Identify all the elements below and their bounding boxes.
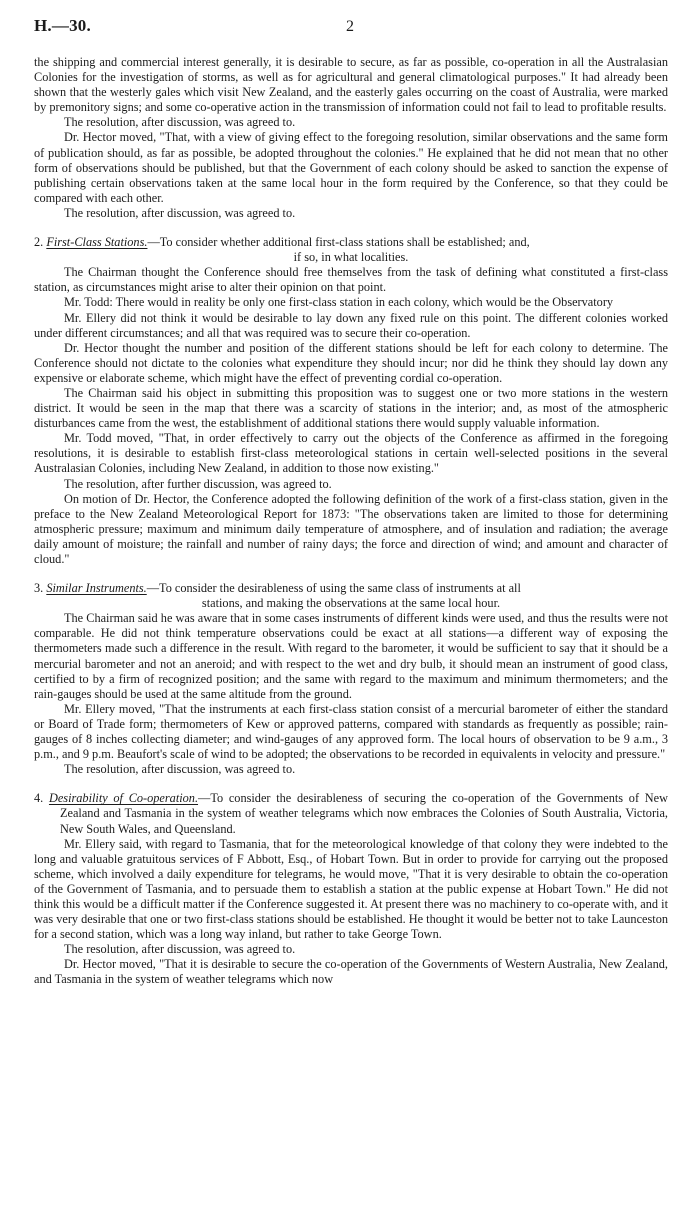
paragraph: The resolution, after discussion, was agreed to. <box>64 205 296 220</box>
paragraph: On motion of Dr. Hector, the Conference adopted the following definition of the work of a first-class station, given in the preface to the New Zealand Meteorological Report for 1873: "The observations taken are limited to those for determining atmospheric pressure; maximum and minimum daily temperature of atmosphere, and of insulation and radiation; the average daily amount of moisture; the rainfall and number of rainy days; the force and direction of wind; and amount and character of cloud." <box>34 491 668 566</box>
paragraph: The Chairman said his object in submitting this proposition was to suggest one or two more stations in the western district. It would be seen in the map that there was a scarcity of stations in the interior; and, as most of the atmospheric disturbances came from the west, the establishment of additional stations there would supply valuable information. <box>34 385 668 431</box>
section-subject: First-Class Stations. <box>46 235 148 250</box>
section-heading-4 <box>34 791 668 836</box>
section-heading-continuation: stations, and making the observations at the same local hour. <box>201 596 501 611</box>
section-heading-text: —To consider the desirableness of securing the co-operation of the Governments of New Zealand and Tasmania in the system of weather telegrams which now embraces the Colonies of South Australia, Victoria, New South Wales, and Queensland. <box>60 791 668 836</box>
paragraph: Mr. Todd moved, "That, in order effectively to carry out the objects of the Conference as affirmed in the foregoing resolutions, it is desirable to establish first-class meteorological stations in certain well-selected positions in the several Australasian Colonies, including New Zealand, in addition to those now existing." <box>34 431 668 476</box>
paragraph: The resolution, after discussion, was agreed to. <box>64 762 296 777</box>
paragraph: Dr. Hector moved, "That, with a view of giving effect to the foregoing resolution, similar observations and the same form of publication should, as far as possible, be adopted throughout the colonies." He explained that he did not mean that no other form of observations should be published, but that the Government of each colony should be asked to sanction the expense of publishing certain observations taken at the same local hour in the form required by the Conference, so that they could be compared with each other. <box>34 130 668 205</box>
paragraph: The Chairman thought the Conference should free themselves from the task of defining what constituted a first-class station, as circumstances might arise to alter their opinion on that point. <box>34 265 668 295</box>
paragraph: Dr. Hector thought the number and position of the different stations should be left for each colony to determine. The Conference should not dictate to the colonies what expenditure they should incur; nor did he think they should lay down any expensive or elaborate scheme, which might have the effect of preventing cordial co-operation. <box>34 340 668 385</box>
paragraph: The resolution, after discussion, was agreed to. <box>64 942 296 957</box>
section-number: 4. <box>34 791 44 806</box>
paragraph: The resolution, after further discussion, was agreed to. <box>64 476 332 491</box>
document-body <box>34 55 668 988</box>
paragraph: Dr. Hector moved, "That it is desirable to secure the co-operation of the Governments of Western Australia, New Zealand, and Tasmania in the system of weather telegrams which now <box>34 957 668 987</box>
paragraph: The resolution, after discussion, was agreed to. <box>64 115 296 130</box>
section-heading-continuation: if so, in what localities. <box>293 250 409 265</box>
paragraph: Mr. Ellery moved, "That the instruments at each first-class station consist of a mercurial barometer of either the standard or Board of Trade form; thermometers of Kew or approved patterns, compared with standards as frequently as possible; rain-gauges of 8 inches collecting diameter; and wind-gauges of any approved form. The local hours of observation to be 9 a.m., 3 p.m., and 9 p.m. Beaufort's scale of wind to be adopted; the observations to be recorded in equivalents in velocity and pressure." <box>34 701 668 762</box>
page-number: 2 <box>346 18 354 35</box>
section-number: 3. <box>34 581 44 596</box>
section-heading-text: —To consider the desirableness of using the same class of instruments at all <box>146 581 521 596</box>
section-heading-2 <box>34 235 668 265</box>
paragraph: the shipping and commercial interest generally, it is desirable to secure, as far as possible, co-operation in all the Australasian Colonies for the investigation of storms, as well as for agricultural and general climatological purposes." It had already been shown that the westerly gales which visit New Zealand, and the easterly gales occurring on the coast of Australia, were marked by premonitory signs; and some co-operative action in the transmission of information could not fail to lead to profitable results. <box>34 55 668 115</box>
paragraph: Mr. Ellery did not think it would be desirable to lay down any fixed rule on this point. The different colonies worked under different circumstances; and all that was required was to secure their co-operation. <box>34 310 668 340</box>
paragraph: Mr. Ellery said, with regard to Tasmania, that for the meteorological knowledge of that colony they were indebted to the long and valuable gratuitous services of F Abbott, Esq., of Hobart Town. But in order to provide for carrying out the proposed scheme, which involved a daily expenditure for telegrams, he would move, "That it is very desirable to obtain the co-operation of the Government of Tasmania, and to persuade them to establish a station at the public expense at Hobart Town." He did not think this would be a difficult matter if the Conference suggested it. At present there was no machinery to co-operate with, and it was very desirable that one or two first-class stations should be established. He thought it would be better not to take Launceston for a second station, which was a long way inland, but rather to take George Town. <box>34 836 668 942</box>
section-number: 2. <box>34 235 44 250</box>
page-header <box>0 0 700 46</box>
section-heading-text: —To consider whether additional first-class stations shall be established; and, <box>147 235 530 250</box>
section-subject: Similar Instruments. <box>46 581 147 596</box>
document-reference: H.—30. <box>34 16 91 35</box>
paragraph: Mr. Todd: There would in reality be only one first-class station in each colony, which would be the Observatory <box>64 295 614 310</box>
paragraph: The Chairman said he was aware that in some cases instruments of different kinds were used, and thus the results were not comparable. He did not think temperature observations could be exact at all stations—a different way of exposing the thermometers made such a difference in the result. With regard to the barometer, it would be sufficient to say that it should be a mercurial barometer and not an aneroid; and with respect to the wet and dry bulb, it should mean an instrument of good class, certified to by a firm of recognized position; and the same with regard to the maximum and minimum thermometers; and the rain-gauges should be used at the same altitude from the ground. <box>34 611 668 701</box>
section-heading-3 <box>34 581 668 611</box>
section-subject: Desirability of Co-operation. <box>48 791 199 806</box>
